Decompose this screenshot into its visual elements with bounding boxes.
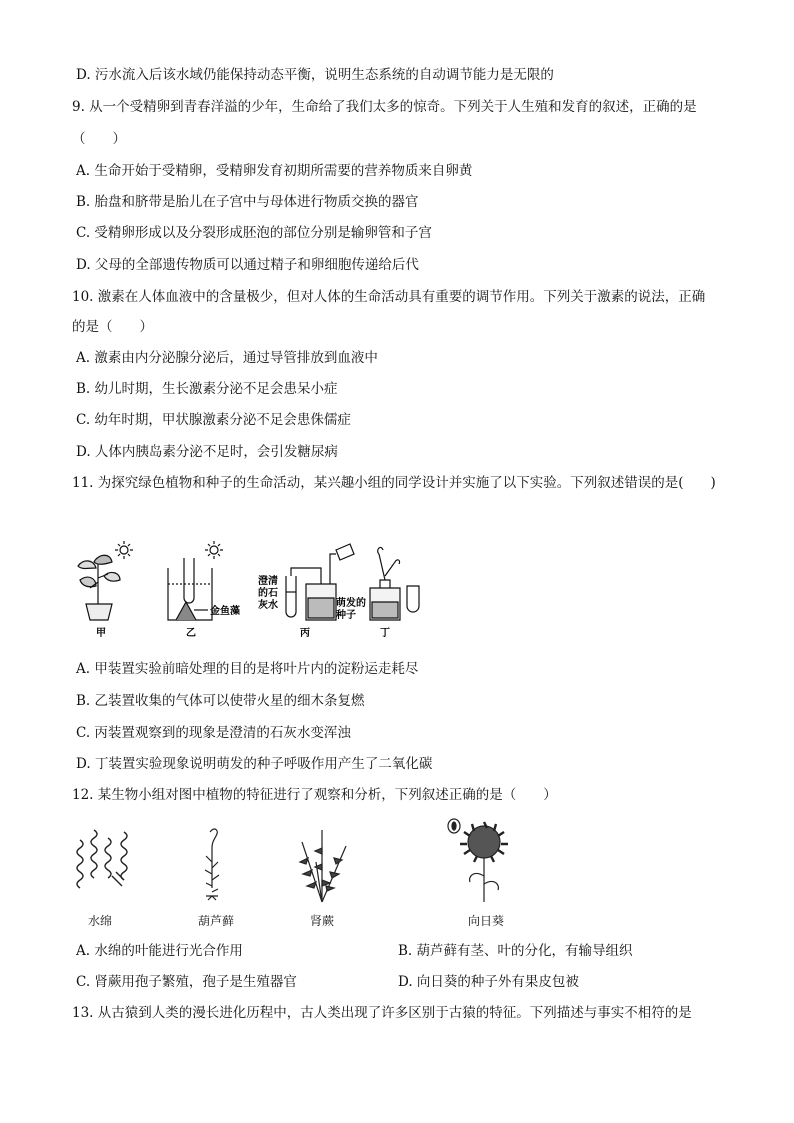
label-jia: 甲 bbox=[96, 628, 106, 639]
q9-option-c[interactable]: C. 受精卵形成以及分裂形成胚泡的部位分别是输卵管和子宫 bbox=[76, 225, 432, 241]
q9-option-d[interactable]: D. 父母的全部遗传物质可以通过精子和卵细胞传递给后代 bbox=[76, 257, 419, 273]
q12-option-b[interactable]: B. 葫芦藓有茎、叶的分化，有输导组织 bbox=[398, 943, 633, 959]
label-seeds-2: 种子 bbox=[336, 610, 356, 621]
q12-option-d[interactable]: D. 向日葵的种子外有果皮包被 bbox=[398, 974, 579, 990]
setup-ding-illustration bbox=[370, 547, 419, 620]
label-seeds-1: 萌发的 bbox=[336, 598, 366, 609]
q9-option-b[interactable]: B. 胎盘和脐带是胎儿在子宫中与母体进行物质交换的器官 bbox=[76, 194, 419, 210]
q10-option-d[interactable]: D. 人体内胰岛素分泌不足时，会引发糖尿病 bbox=[76, 444, 338, 460]
label-limewater-2: 的石 bbox=[258, 588, 278, 599]
plant-label-fern: 肾蕨 bbox=[309, 914, 334, 928]
setup-jia-illustration bbox=[78, 541, 133, 620]
plant-label-sunflower: 向日葵 bbox=[467, 914, 504, 928]
q10-option-a[interactable]: A. 激素由内分泌腺分泌后，通过导管排放到血液中 bbox=[76, 350, 378, 366]
q11-experiment-figure bbox=[74, 538, 424, 648]
plant-label-spirogyra: 水绵 bbox=[87, 914, 112, 928]
q12-option-a[interactable]: A. 水绵的叶能进行光合作用 bbox=[76, 943, 243, 959]
fern-illustration bbox=[300, 830, 346, 902]
q9-stem-blank: （ ） bbox=[72, 131, 126, 147]
q11-stem: 11. 为探究绿色植物和种子的生命活动，某兴趣小组的同学设计并实施了以下实验。下列叙述错误的是( ) bbox=[72, 475, 716, 491]
q10-option-c[interactable]: C. 幼年时期，甲状腺激素分泌不足会患侏儒症 bbox=[76, 412, 351, 428]
q9-option-a[interactable]: A. 生命开始于受精卵，受精卵发育初期所需要的营养物质来自卵黄 bbox=[76, 163, 473, 179]
q11-option-d[interactable]: D. 丁装置实验现象说明萌发的种子呼吸作用产生了二氧化碳 bbox=[76, 756, 433, 772]
label-limewater-1: 澄清 bbox=[258, 576, 278, 587]
q12-plants-figure bbox=[72, 818, 532, 918]
label-bing: 丙 bbox=[300, 628, 310, 639]
q10-stem-line2: 的是（ ） bbox=[72, 319, 153, 335]
spirogyra-illustration bbox=[77, 830, 127, 888]
q11-option-c[interactable]: C. 丙装置观察到的现象是澄清的石灰水变浑浊 bbox=[76, 725, 351, 741]
q12-stem: 12. 某生物小组对图中植物的特征进行了观察和分析，下列叙述正确的是（ ） bbox=[72, 787, 557, 803]
label-goldfish-weed: 金鱼藻 bbox=[210, 606, 240, 617]
prev-option-d: D. 污水流入后该水域仍能保持动态平衡，说明生态系统的自动调节能力是无限的 bbox=[76, 67, 554, 83]
q11-option-a[interactable]: A. 甲装置实验前暗处理的目的是将叶片内的淀粉运走耗尽 bbox=[76, 661, 419, 677]
sunflower-illustration bbox=[448, 819, 508, 902]
label-yi: 乙 bbox=[186, 628, 196, 639]
plant-label-moss: 葫芦藓 bbox=[197, 914, 234, 928]
q10-option-b[interactable]: B. 幼儿时期，生长激素分泌不足会患呆小症 bbox=[76, 381, 338, 397]
label-ding: 丁 bbox=[380, 628, 390, 639]
moss-illustration bbox=[205, 829, 219, 900]
q11-option-b[interactable]: B. 乙装置收集的气体可以使带火星的细木条复燃 bbox=[76, 693, 365, 709]
q12-option-c[interactable]: C. 肾蕨用孢子繁殖，孢子是生殖器官 bbox=[76, 974, 297, 990]
q13-stem: 13. 从古猿到人类的漫长进化历程中，古人类出现了许多区别于古猿的特征。下列描述与事实不相符的是 bbox=[72, 1005, 692, 1021]
label-limewater-3: 灰水 bbox=[258, 600, 278, 611]
q10-stem: 10. 激素在人体血液中的含量极少，但对人体的生命活动具有重要的调节作用。下列关于激素的说法，正确 bbox=[72, 289, 706, 305]
q9-stem: 9. 从一个受精卵到青春洋溢的少年，生命给了我们太多的惊奇。下列关于人生殖和发育的叙述，正确的是 bbox=[72, 99, 697, 115]
